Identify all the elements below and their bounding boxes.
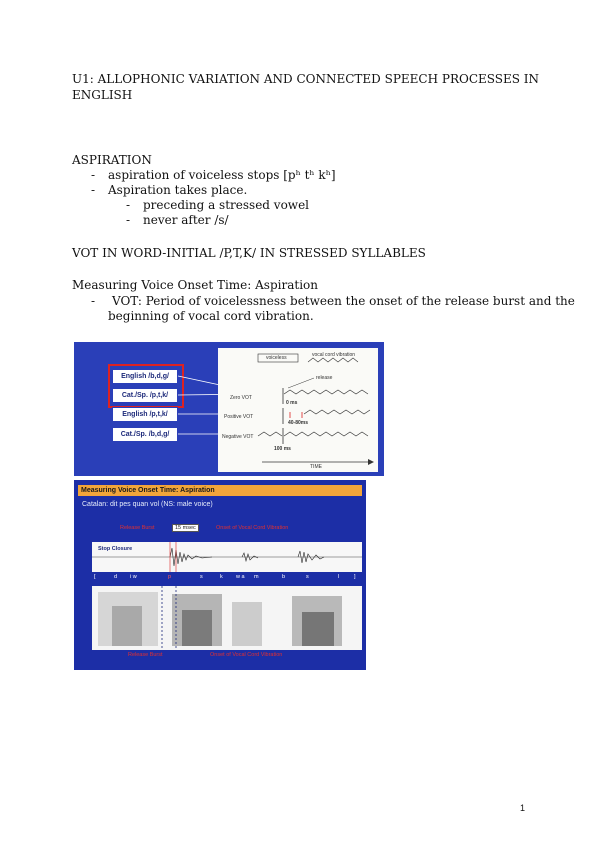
ms0-label: 0 ms: [286, 400, 298, 406]
phone-symbol: k: [220, 574, 223, 580]
label-catsp-bdg: Cat./Sp. /b,d,g/: [112, 427, 178, 442]
phone-symbol: l: [338, 574, 340, 580]
bullet-item: aspiration of voiceless stops [pʰ tʰ kʰ]: [108, 168, 336, 182]
release-label: release: [316, 375, 333, 381]
vot-definition-line1: VOT: Period of voicelessness between the onset of the release burst and the: [112, 294, 575, 308]
subbullet-dash: -: [126, 213, 131, 227]
onset-label: Onset of Vocal Cord Vibration: [216, 525, 289, 531]
ms4080-label: 40-80ms: [288, 420, 309, 426]
section-aspiration-title: ASPIRATION: [72, 153, 152, 167]
page-number: 1: [520, 803, 526, 813]
msec-label: 15 msec: [172, 524, 199, 532]
document-title-line1: U1: ALLOPHONIC VARIATION AND CONNECTED SPEECH PROCESSES IN: [72, 72, 540, 86]
stop-closure-label: Stop Closure: [98, 546, 133, 552]
bullet-item: Aspiration takes place.: [108, 183, 248, 197]
waveform-panel: [92, 542, 362, 572]
negative-vot-label: Negative VOT: [222, 434, 254, 440]
phone-symbol: s: [306, 574, 309, 580]
phone-symbol: i w: [130, 574, 137, 580]
phone-symbol: w a: [236, 574, 245, 580]
zero-vot-label: Zero VOT: [230, 395, 252, 401]
vot-definition-line2: beginning of vocal cord vibration.: [108, 309, 314, 323]
release-burst-bottom-label: Release Burst: [128, 652, 163, 658]
legend-vibration: vocal cord vibration: [312, 352, 356, 358]
vot-timing-panel: [218, 348, 378, 472]
section-vot-heading: VOT IN WORD-INITIAL /P,T,K/ IN STRESSED SYLLABLES: [72, 246, 426, 260]
phone-symbol: [: [94, 574, 96, 580]
phone-symbol: d: [114, 574, 118, 580]
phone-symbol: b: [282, 574, 286, 580]
section-measuring-title: Measuring Voice Onset Time: Aspiration: [72, 278, 318, 292]
label-catsp-ptk: Cat./Sp. /p,t,k/: [112, 388, 178, 403]
vot-waveforms: [218, 348, 378, 472]
figure2-title: Measuring Voice Onset Time: Aspiration: [78, 485, 362, 496]
subbullet-dash: -: [126, 198, 131, 212]
release-burst-label: Release Burst: [120, 525, 155, 531]
phone-tier: [92, 574, 362, 584]
bullet-dash: -: [91, 294, 96, 308]
subbullet-item: never after /s/: [143, 213, 229, 227]
spectrogram-figure: [74, 480, 366, 670]
spectrogram-panel: [92, 586, 362, 650]
vot-diagram-figure: [74, 342, 384, 476]
positive-vot-label: Positive VOT: [224, 414, 254, 420]
subbullet-item: preceding a stressed vowel: [143, 198, 310, 212]
ms100-label: 100 ms: [274, 446, 291, 452]
phone-symbol: s: [200, 574, 203, 580]
label-english-ptk: English /p,t,k/: [112, 407, 178, 422]
phone-symbol: ]: [354, 574, 356, 580]
legend-voiceless: voiceless: [266, 355, 287, 361]
phone-symbol: p: [168, 574, 172, 580]
bullet-dash: -: [91, 183, 96, 197]
time-label: TIME: [310, 464, 322, 470]
phone-symbol: m: [254, 574, 259, 580]
label-english-bdg: English /b,d,g/: [112, 369, 178, 384]
figure2-subtitle: Catalan: dit pes quan vol (NS: male voice): [82, 501, 213, 508]
bullet-dash: -: [91, 168, 96, 182]
onset-bottom-label: Onset of Vocal Cord Vibration: [210, 652, 283, 658]
document-title-line2: ENGLISH: [72, 88, 133, 102]
